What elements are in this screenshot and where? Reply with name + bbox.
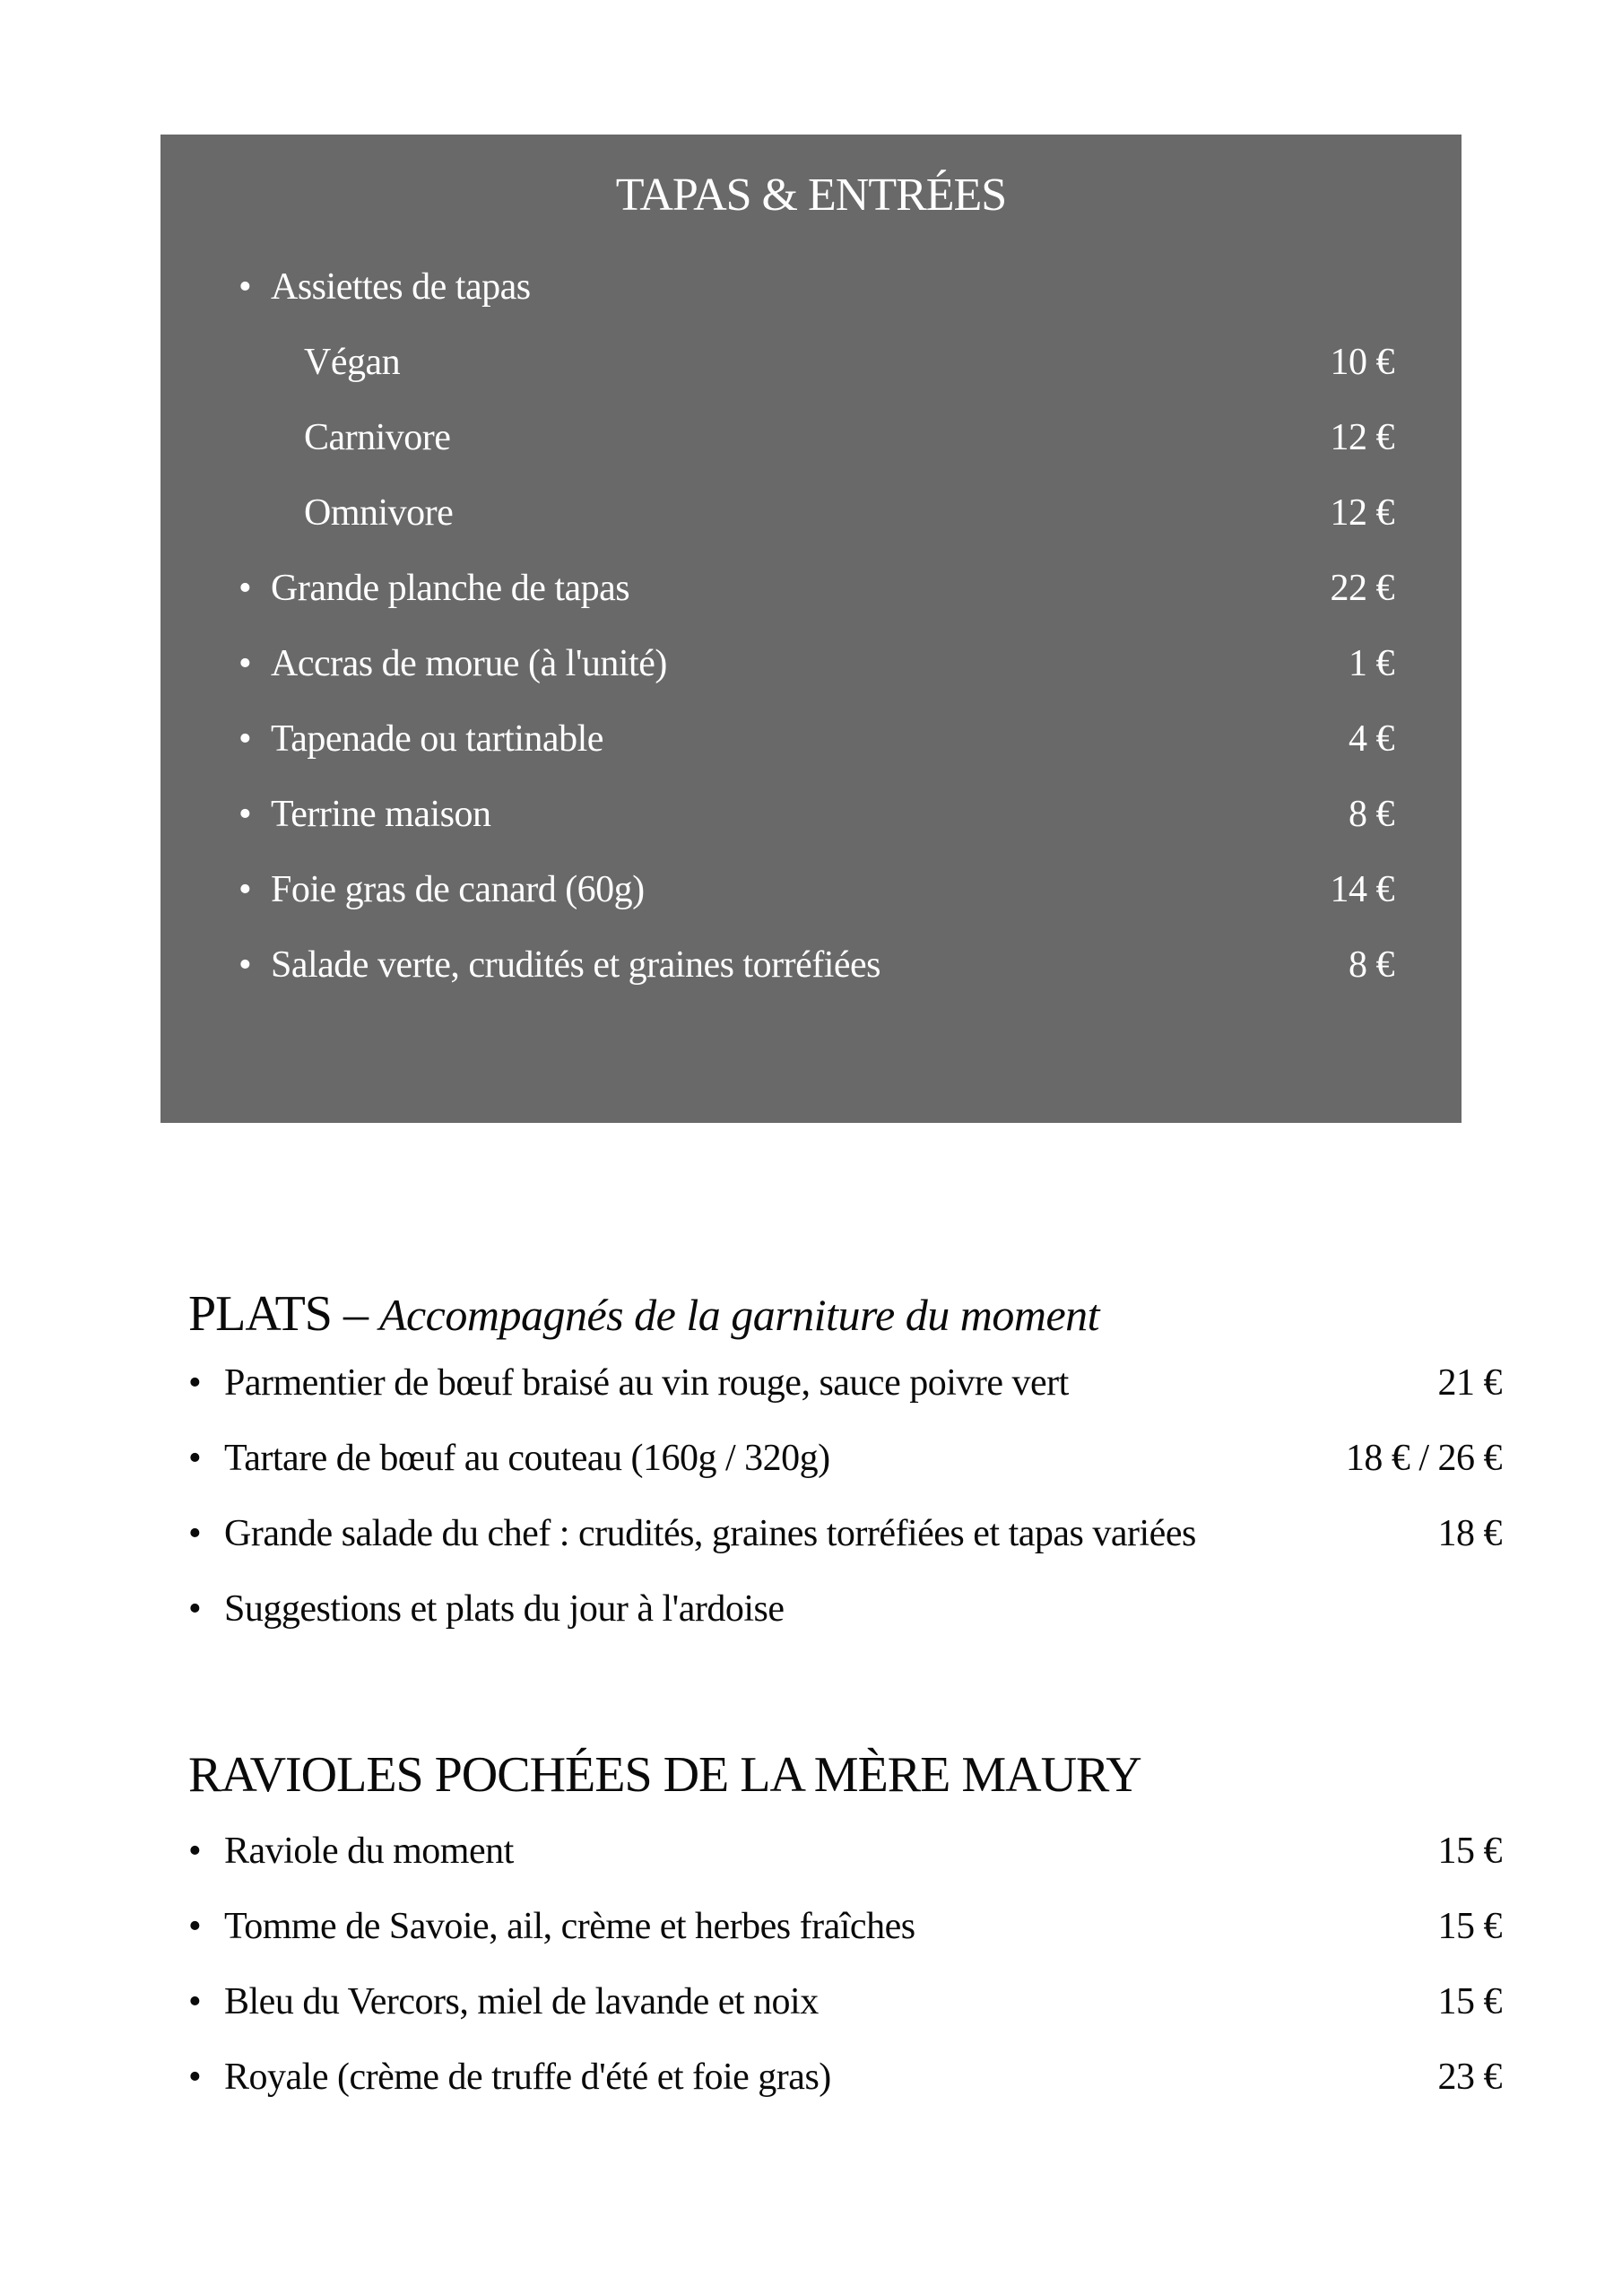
item-label: Tapenade ou tartinable [271, 718, 603, 760]
item-label: Assiettes de tapas [271, 266, 531, 308]
item-price: 12 € [1330, 417, 1394, 458]
tapas-entrees-panel [160, 135, 1462, 1123]
tapas-entrees-title: TAPAS & ENTRÉES [615, 170, 1007, 221]
bullet-icon: • [188, 1906, 202, 1947]
menu-item-row [160, 400, 1462, 475]
item-label: Parmentier de bœuf braisé au vin rouge, sauce poivre vert [224, 1362, 1069, 1404]
menu-item-row [188, 1421, 1502, 1496]
menu-item-row [160, 927, 1462, 1003]
tapas-entrees-list [160, 249, 1462, 1003]
plats-list [188, 1345, 1502, 1647]
plats-title: PLATS [188, 1286, 332, 1342]
item-label: Bleu du Vercors, miel de lavande et noix [224, 1981, 819, 2022]
ravioles-section [188, 1744, 1502, 2115]
menu-item-row [188, 1571, 1502, 1647]
ravioles-title: RAVIOLES POCHÉES DE LA MÈRE MAURY [188, 1747, 1141, 1803]
menu-item-row [188, 2039, 1502, 2115]
item-label: Foie gras de canard (60g) [271, 869, 645, 910]
bullet-icon: • [239, 568, 252, 609]
menu-item-row [160, 249, 1462, 325]
item-label: Raviole du moment [224, 1831, 514, 1872]
menu-item-row [188, 1496, 1502, 1571]
item-label: Tomme de Savoie, ail, crème et herbes fraîches [224, 1906, 915, 1947]
item-label: Végan [304, 342, 401, 383]
bullet-icon: • [188, 1588, 202, 1630]
item-price: 23 € [1437, 2057, 1502, 2098]
item-price: 15 € [1437, 1831, 1502, 1872]
menu-item-row [160, 551, 1462, 626]
item-price: 10 € [1330, 342, 1394, 383]
bullet-icon: • [188, 1831, 202, 1872]
item-label: Suggestions et plats du jour à l'ardoise [224, 1588, 785, 1630]
bullet-icon: • [188, 1362, 202, 1404]
menu-item-row [160, 852, 1462, 927]
item-label: Accras de morue (à l'unité) [271, 643, 667, 684]
bullet-icon: • [188, 1981, 202, 2022]
item-label: Grande salade du chef : crudités, graines torréfiées et tapas variées [224, 1513, 1196, 1554]
plats-subtitle: Accompagnés de la garniture du moment [378, 1290, 1100, 1340]
item-price: 21 € [1437, 1362, 1502, 1404]
item-price: 15 € [1437, 1906, 1502, 1947]
item-price: 15 € [1437, 1981, 1502, 2022]
item-label: Carnivore [304, 417, 451, 458]
item-label: Tartare de bœuf au couteau (160g / 320g) [224, 1438, 830, 1479]
plats-heading [188, 1283, 1502, 1345]
menu-item-row [188, 1889, 1502, 1964]
item-price: 4 € [1349, 718, 1394, 760]
bullet-icon: • [239, 266, 252, 308]
item-price: 18 € [1437, 1513, 1502, 1554]
menu-item-row [188, 1345, 1502, 1421]
item-price: 8 € [1349, 794, 1394, 835]
bullet-icon: • [188, 2057, 202, 2098]
item-label: Omnivore [304, 492, 454, 534]
item-price: 22 € [1330, 568, 1394, 609]
menu-item-row [160, 475, 1462, 551]
plats-section [188, 1283, 1502, 1647]
ravioles-heading [188, 1744, 1502, 1806]
item-label: Royale (crème de truffe d'été et foie gras) [224, 2057, 831, 2098]
menu-item-row [160, 777, 1462, 852]
menu-item-row [188, 1813, 1502, 1889]
menu-item-row [188, 1964, 1502, 2039]
bullet-icon: • [188, 1438, 202, 1479]
ravioles-list [188, 1813, 1502, 2115]
item-price: 14 € [1330, 869, 1394, 910]
bullet-icon: • [239, 944, 252, 986]
item-price: 8 € [1349, 944, 1394, 986]
item-price: 1 € [1349, 643, 1394, 684]
bullet-icon: • [239, 869, 252, 910]
item-price: 18 € / 26 € [1345, 1438, 1502, 1479]
bullet-icon: • [239, 794, 252, 835]
menu-item-row [160, 325, 1462, 400]
item-label: Terrine maison [271, 794, 491, 835]
item-price: 12 € [1330, 492, 1394, 534]
menu-item-row [160, 626, 1462, 701]
bullet-icon: • [239, 643, 252, 684]
bullet-icon: • [188, 1513, 202, 1554]
menu-item-row [160, 701, 1462, 777]
item-label: Salade verte, crudités et graines torréfiées [271, 944, 881, 986]
bullet-icon: • [239, 718, 252, 760]
item-label: Grande planche de tapas [271, 568, 630, 609]
heading-dash: – [343, 1286, 368, 1342]
